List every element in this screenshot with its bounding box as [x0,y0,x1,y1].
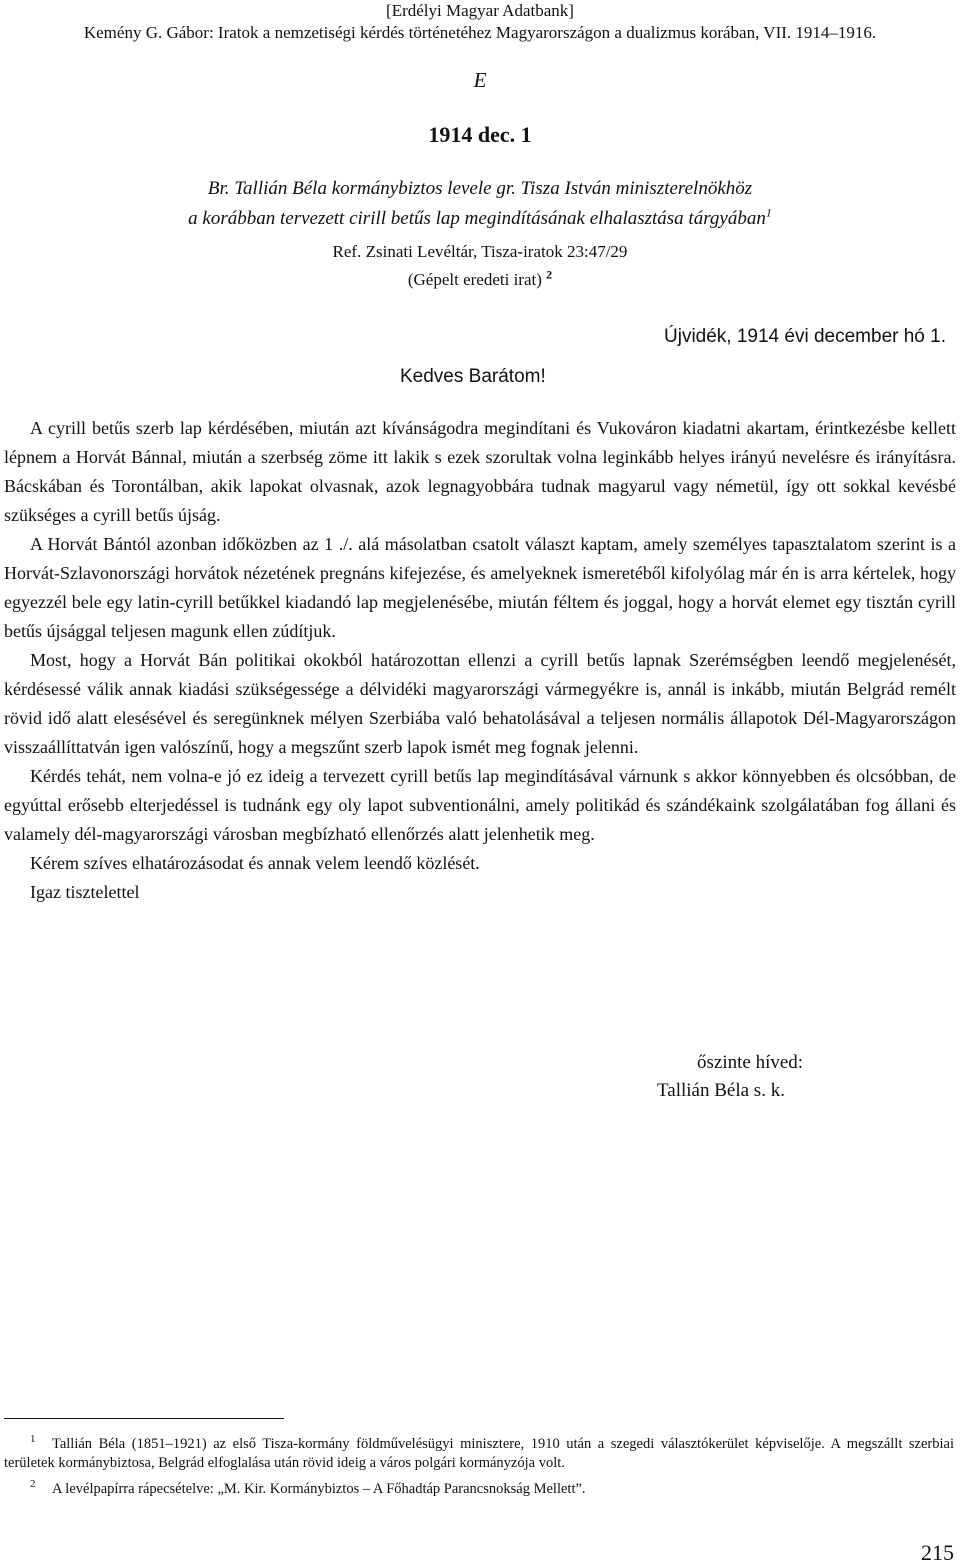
paragraph: A Horvát Bántól azonban időközben az 1 ./. alá másolatban csatolt választ kaptam, amely személyes tapasztalatom szerint is a Horvát-Szlavonországi horvátok nézetének pregnáns kifejezése, és amelyeknek ismeretéből kifolyólag már én is arra kértelek, hogy egyezzél bele egy latin-cyrill betűkkel kiadandó lap megjelenésébe, miután féltem és joggal, hogy a horvát elemet egy tisztán cyrill betűs újsággal teljesen magunk ellen zúdítjuk. [4,534,956,641]
archive-reference: Ref. Zsinati Levéltár, Tisza-iratok 23:47/29 [332,242,628,261]
original-note [0,267,960,290]
paragraph: Kérdés tehát, nem volna-e jó ez ideig a tervezett cyrill betűs lap megindításával várnunk s akkor könnyebben és olcsóbban, de egyúttal erősebb elterjedéssel is tudnánk egy oly lapot subventionálni, amely politikád és szándékaink szolgálatában fog állani és valamely dél-magyarországi városban megbízható ellenőrzés alatt jelenhetik meg. [4,766,956,844]
title-line1-text: Br. Tallián Béla kormánybiztos levele gr. Tisza István miniszterelnökhöz [207,178,753,199]
place-date: Újvidék, 1914 évi december hó 1. [664,326,946,347]
footnote [4,1430,954,1473]
original-note-text: (Gépelt eredeti irat) [407,270,542,289]
salutation: Kedves Barátom! [400,366,546,387]
signature: Tallián Béla s. k. [657,1080,785,1101]
footnote [4,1475,954,1499]
document-title-line2 [0,205,960,230]
footnote-number: 2 [30,1478,36,1490]
closing-phrase: őszinte híved: [697,1052,804,1073]
section-letter: E [473,68,487,92]
footnote-text: Tallián Béla (1851–1921) az első Tisza-kormány földművelésügyi minisztere, 1910 után a szegedi választókerület képviselője. A megszállt szerbiai területek kormánybiztosa, Belgrád elfoglalása után rövid ideig a város polgári kormányzója volt. [4,1436,954,1471]
source-header: [Erdélyi Magyar Adatbank] [386,1,574,20]
paragraph: Most, hogy a Horvát Bán politikai okokból határozottan ellenzi a cyrill betűs lapnak Szerémségben leendő megjelenését, kérdésessé válik annak kiadási szükségessége a délvidéki magyarországi vármegyékre is, annál is inkább, miután Belgrád remélt rövid idő alatt elesésével és seregünknek mélyen Szerbiába való behatolásával a teljesen normális állapotok Dél-Magyarországon visszaállíttatván igen valószínű, hogy a megszűnt szerb lapok ismét meg fognak jelenni. [4,650,956,757]
title-line2-text: a korábban tervezett cirill betűs lap megindításának elhalasztása tárgyában [188,208,766,229]
footnotes [4,1430,954,1501]
document-date: 1914 dec. 1 [428,122,532,147]
paragraph: Igaz tisztelettel [30,882,140,902]
letter-body [4,414,956,907]
document-title-line1 [0,178,960,200]
footnote-number: 1 [30,1433,36,1445]
footnote-ref-1: 1 [765,205,772,220]
paragraph: Kérem szíves elhatározásodat és annak velem leendő közlését. [30,853,480,873]
footnote-text: A levélpapírra rápecsételve: „M. Kir. Kormánybiztos – A Főhadtáp Parancsnokság Mellett”. [52,1481,586,1497]
book-title-header: Kemény G. Gábor: Iratok a nemzetiségi kérdés történetéhez Magyarországon a dualizmus korában, VII. 1914–1916. [83,23,877,42]
footnote-ref-2: 2 [546,267,553,282]
footnote-divider [4,1418,284,1419]
paragraph: A cyrill betűs szerb lap kérdésében, miután azt kívánságodra megindítani és Vukováron kiadatni akartam, érintkezésbe kellett lépnem a Horvát Bánnal, miután a szerbség zöme itt lakik s ezek szorultak volna leginkább helyes irányú nevelésre és irányításra. Bácskában és Torontálban, akik lapokat olvasnak, azok legnagyobbára tudnak magyarul vagy németül, így ott sokkal kevésbé szükséges a cyrill betűs újság. [4,418,956,525]
page-number: 215 [921,1540,954,1565]
